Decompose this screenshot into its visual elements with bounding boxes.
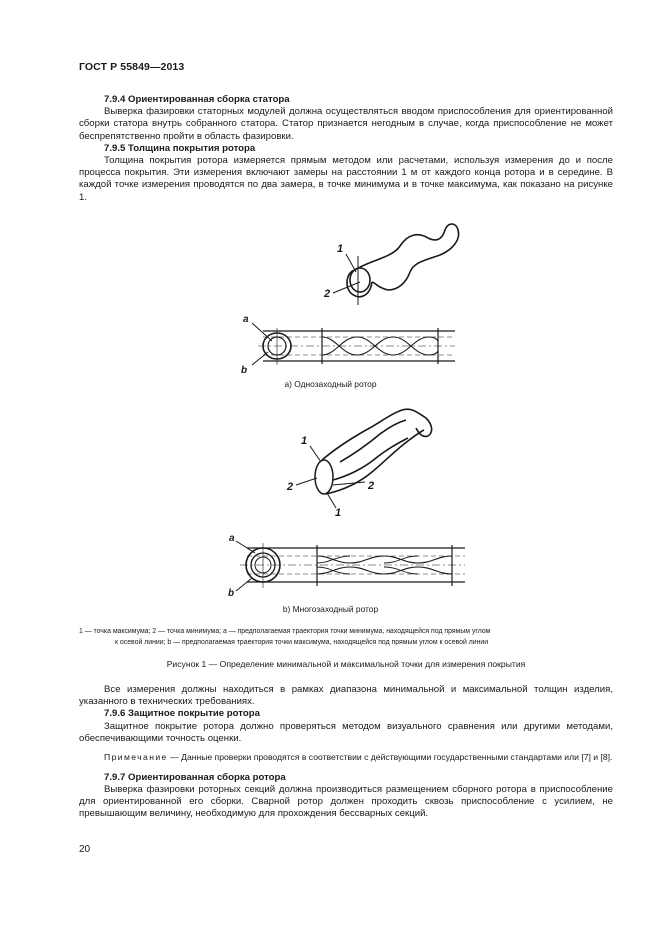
figure-b-caption: b) Многозаходный ротор bbox=[282, 604, 379, 614]
section-7-9-5 bbox=[79, 143, 613, 204]
callout-2-right: 2 bbox=[368, 480, 375, 492]
section-7-9-4 bbox=[79, 94, 613, 143]
callout-b: b bbox=[228, 588, 235, 599]
section-paragraph: Выверка фазировки роторных секций должна производиться размещением сборного ротора в приспособление для ориентированной его сборки. Сварной ротор должен проходить сквозь приспособление с усилием, не превышающим величину, необходимую для прохождения бессварных секций. bbox=[79, 783, 613, 820]
section-paragraph: Все измерения должны находиться в рамках диапазона минимальной и максимальной толщин изделия, указанного в технических требованиях. bbox=[79, 684, 613, 708]
callout-a: a bbox=[229, 533, 235, 544]
section-paragraph: Толщина покрытия ротора измеряется прямым методом или расчетами, используя измерения до и после процесса покрытия. Эти измерения включают замеры на расстоянии 1 м от каждого конца ротора и в середине. В каждой точке измерения проводятся по два замера, в точке минимума и в точке максимума, как показано на рисунке 1. bbox=[79, 155, 613, 203]
section-note bbox=[79, 752, 613, 764]
section-paragraph: Защитное покрытие ротора должно проверяться методом визуального сравнения или другими методами, обеспечивающими точность оценки. bbox=[79, 720, 613, 744]
text-block-top bbox=[79, 94, 613, 204]
figure-title: Рисунок 1 — Определение минимальной и максимальной точки для измерения покрытия bbox=[166, 659, 526, 669]
text-block-bottom bbox=[79, 684, 613, 820]
figure-legend bbox=[79, 627, 613, 648]
callout-b: b bbox=[241, 365, 248, 376]
rotor-a-profile bbox=[258, 328, 455, 365]
section-heading: 7.9.5 Толщина покрытия ротора bbox=[104, 142, 256, 154]
rotor-a-sketch bbox=[347, 224, 459, 297]
figure-a-drawing bbox=[0, 220, 661, 380]
legend-line: 1 — точка максимума; 2 — точка минимума; a — предполагаемая траектория точки минимума, находящейся под прямым углом bbox=[79, 628, 491, 635]
callout-2: 2 bbox=[287, 481, 294, 493]
figure-a-caption: a) Однозаходный ротор bbox=[284, 379, 377, 389]
section-paragraph: Выверка фазировки статорных модулей должна осуществляться вводом приспособления для ориентированной сборки статора внутрь собранного статора. Статор признается негодным в случае, когда приспособление не может беспрепятственно пройти в область фазировки. bbox=[79, 106, 613, 142]
callout-a: a bbox=[243, 314, 249, 325]
section-7-9-6 bbox=[79, 708, 613, 763]
callout-1-lower: 1 bbox=[335, 507, 342, 519]
callout-1: 1 bbox=[301, 435, 308, 447]
section-heading: 7.9.6 Защитное покрытие ротора bbox=[104, 708, 260, 720]
rotor-b-leaders bbox=[296, 446, 365, 508]
legend-line: к осевой линии; b — предполагаемая траектория точки максимума, находящейся под прямым углом к осевой линии bbox=[115, 638, 489, 646]
rotor-b-profile bbox=[240, 543, 465, 588]
callout-2: 2 bbox=[324, 288, 331, 300]
section-heading: 7.9.4 Ориентированная сборка статора bbox=[104, 94, 290, 105]
note-text: — Данные проверки проводятся в соответствии с действующими государственными стандартами или [7] и [8]. bbox=[167, 752, 613, 763]
figure-b-drawing bbox=[0, 400, 661, 600]
section-heading: 7.9.7 Ориентированная сборка ротора bbox=[104, 771, 286, 783]
section-7-9-7 bbox=[79, 772, 613, 821]
page-number: 20 bbox=[79, 844, 91, 855]
note-label: Примечание bbox=[104, 752, 168, 763]
callout-1: 1 bbox=[337, 243, 344, 255]
document-header: ГОСТ Р 55849—2013 bbox=[79, 61, 185, 73]
rotor-a-profile-leaders bbox=[252, 323, 272, 365]
